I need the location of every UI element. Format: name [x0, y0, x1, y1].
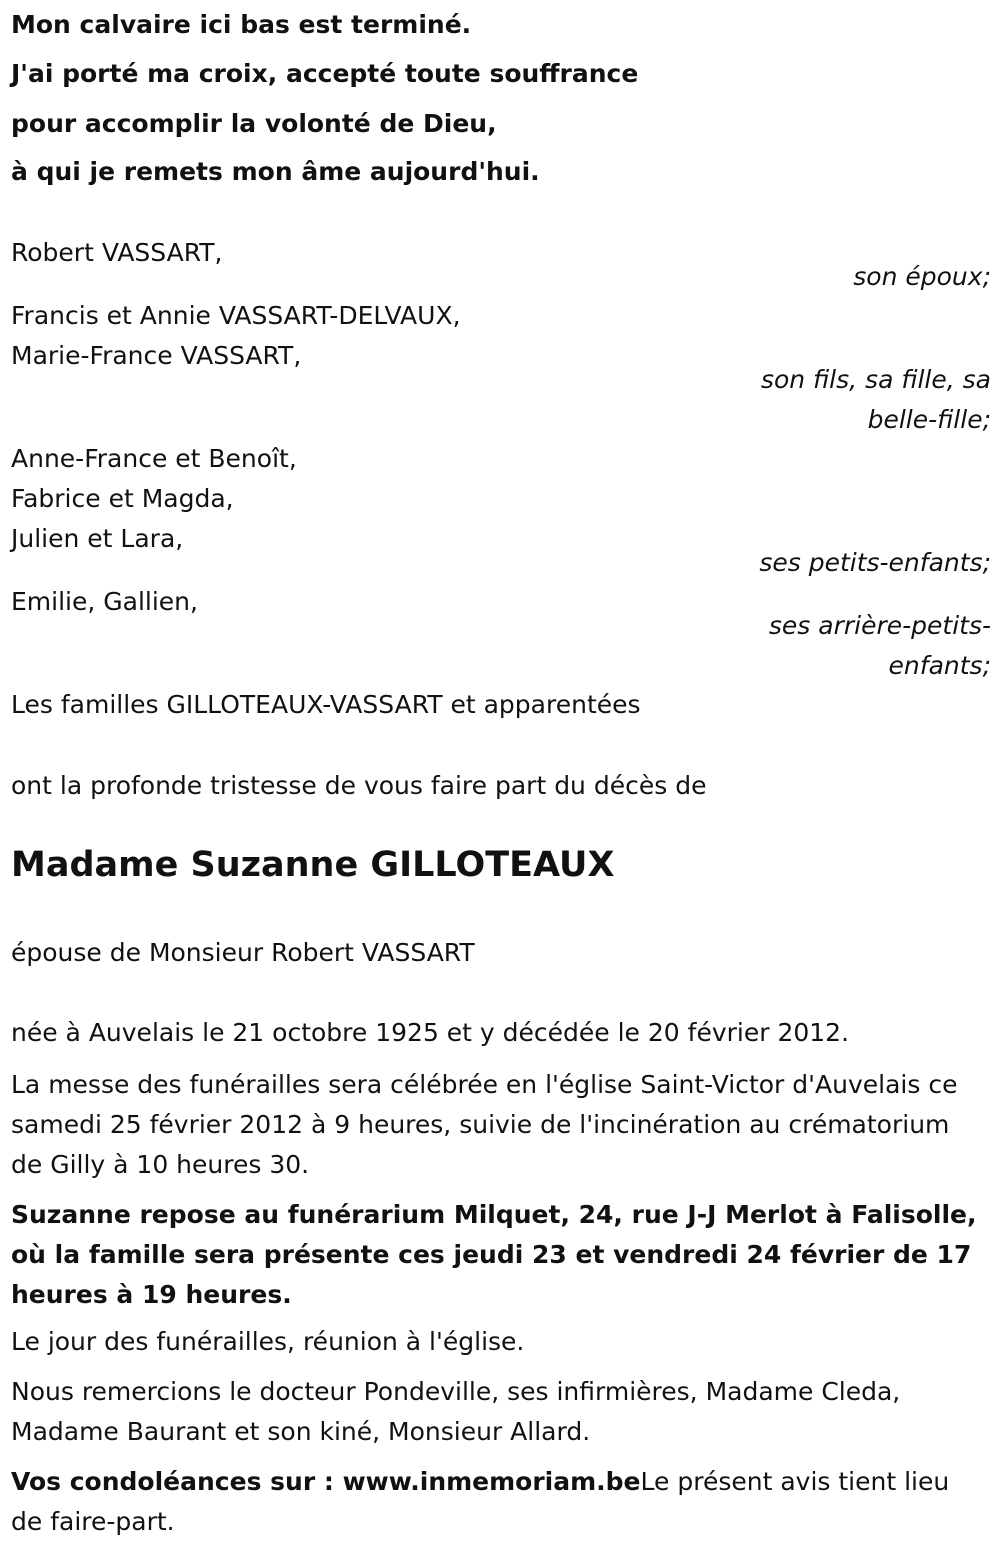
deceased-name: Madame Suzanne GILLOTEAUX: [11, 845, 615, 885]
poem-line-3: pour accomplir la volonté de Dieu,: [11, 109, 497, 138]
children-line-1: Francis et Annie VASSART-DELVAUX,: [11, 301, 461, 330]
condolences-paragraph: [11, 1462, 986, 1542]
grandchildren-role: ses petits-enfants;: [759, 548, 991, 577]
great-grandchildren: Emilie, Gallien,: [11, 587, 198, 616]
mass-paragraph: La messe des funérailles sera célébrée en l'église Saint-Victor d'Auvelais ce samedi 25 février 2012 à 9 heures, suivie de l'incinération au crématorium de Gilly à 10 heures 30.: [11, 1070, 958, 1179]
grandchildren-line-3: Julien et Lara,: [11, 524, 184, 553]
announcement-text: ont la profonde tristesse de vous faire part du décès de: [11, 771, 707, 800]
obituary-notice: [11, 0, 991, 1557]
condolences-link[interactable]: Vos condoléances sur : www.inmemoriam.be: [11, 1467, 641, 1496]
thanks-paragraph: Nous remercions le docteur Pondeville, ses infirmières, Madame Cleda, Madame Baurant et son kiné, Monsieur Allard.: [11, 1377, 901, 1446]
great-grandchildren-role-line-1: ses arrière-petits-: [768, 611, 991, 640]
poem-line-1: Mon calvaire ici bas est terminé.: [11, 10, 472, 39]
condolences-note: Le présent avis tient lieu de faire-part.: [11, 1467, 950, 1536]
birth-death-text: née à Auvelais le 21 octobre 1925 et y décédée le 20 février 2012.: [11, 1018, 850, 1047]
families-line: Les familles GILLOTEAUX-VASSART et apparentées: [11, 690, 641, 719]
visitation-paragraph: Suzanne repose au funérarium Milquet, 24, rue J-J Merlot à Falisolle, où la famille sera présente ces jeudi 23 et vendredi 24 février de 17 heures à 19 heures.: [11, 1200, 977, 1309]
grandchildren-line-2: Fabrice et Magda,: [11, 484, 234, 513]
poem-line-2: J'ai porté ma croix, accepté toute souffrance: [11, 59, 639, 88]
grandchildren-line-1: Anne-France et Benoît,: [11, 444, 297, 473]
children-role-line-2: belle-fille;: [867, 405, 991, 434]
poem-line-4: à qui je remets mon âme aujourd'hui.: [11, 157, 540, 186]
spouse-role: son époux;: [853, 262, 991, 291]
children-line-2: Marie-France VASSART,: [11, 341, 302, 370]
children-role-line-1: son fils, sa fille, sa: [760, 365, 991, 394]
meeting-paragraph: Le jour des funérailles, réunion à l'église.: [11, 1327, 525, 1356]
spouse-of-text: épouse de Monsieur Robert VASSART: [11, 938, 475, 967]
great-grandchildren-role-line-2: enfants;: [888, 651, 991, 680]
spouse-name: Robert VASSART,: [11, 238, 223, 267]
